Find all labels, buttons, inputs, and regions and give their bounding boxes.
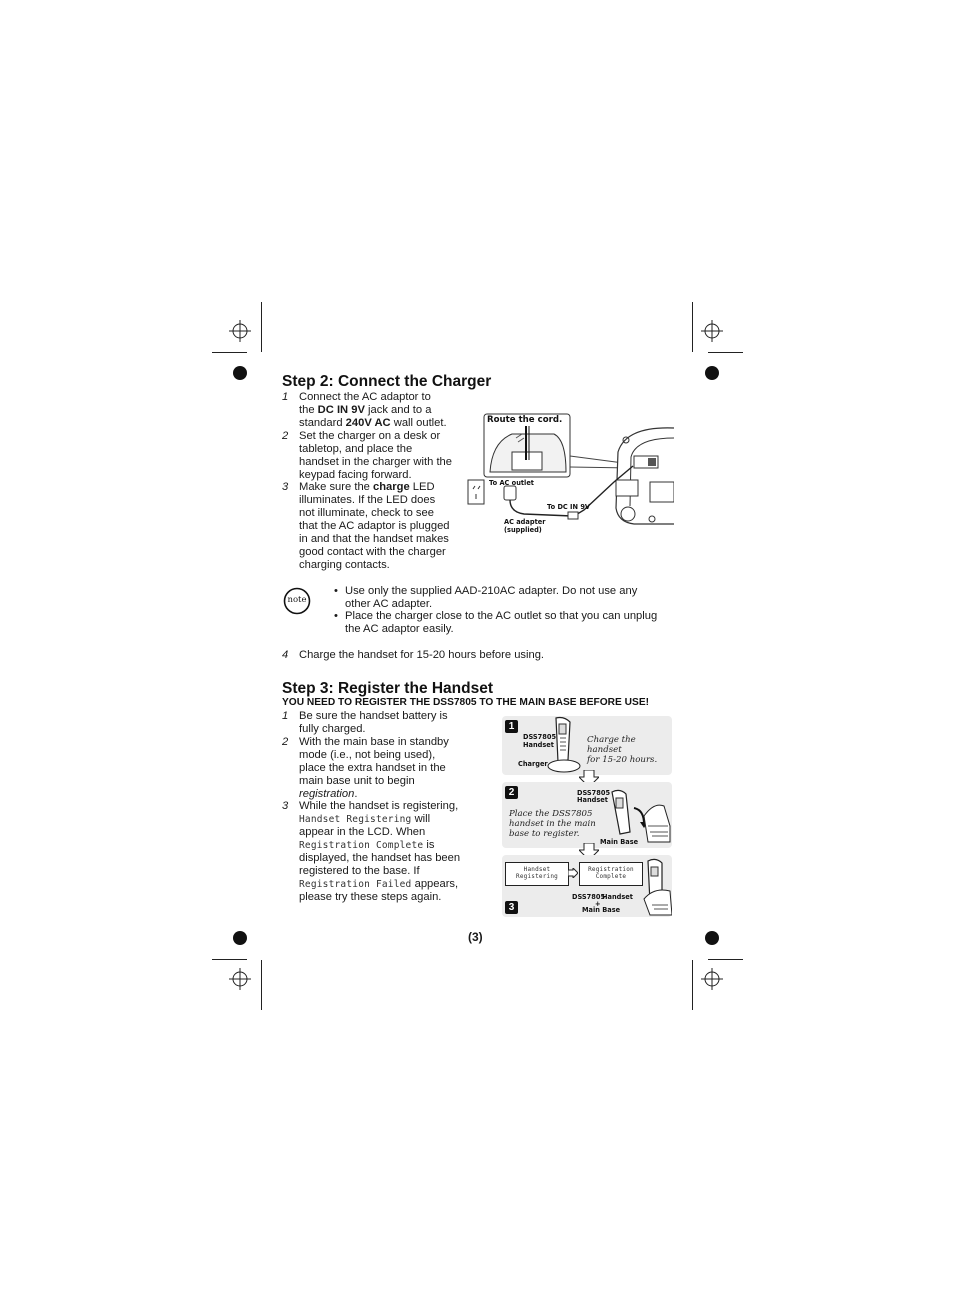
- text-line: Be sure the handset battery is: [299, 710, 448, 722]
- plus-label: +: [595, 900, 601, 908]
- item-number: 1: [282, 710, 289, 722]
- text-line: Registering: [516, 873, 558, 880]
- panel-caption: [587, 735, 672, 765]
- text-line: charging contacts.: [299, 559, 390, 571]
- text-line: With the main base in standby: [299, 736, 449, 748]
- model-label: DSS7805: [523, 733, 557, 741]
- item-number: 1: [282, 391, 289, 403]
- text-line: the AC adaptor easily.: [345, 623, 454, 635]
- registration-panel-2: [502, 782, 672, 848]
- text-line: Registration: [588, 866, 634, 873]
- text-line: Complete: [595, 873, 627, 880]
- lcd-text: [580, 866, 642, 880]
- step3-title: Step 3: Register the Handset: [282, 680, 494, 697]
- text-line: While the handset is registering,: [299, 800, 459, 812]
- bullet-icon: •: [334, 585, 338, 597]
- note-text: [345, 610, 657, 636]
- text-line: other AC adapter.: [345, 598, 433, 610]
- registration-dot-icon: [705, 366, 719, 380]
- handset-to-base-icon: [604, 786, 672, 846]
- registration-dot-icon: [233, 931, 247, 945]
- item-number: 4: [282, 649, 289, 661]
- text-line: Use only the supplied AAD-210AC adapter. Do not use any: [345, 585, 638, 597]
- text-line: Handset: [523, 866, 551, 873]
- text-line: handset in the charger with the: [299, 456, 452, 468]
- text-line: standard 240V AC wall outlet.: [299, 417, 447, 429]
- item-number: 2: [282, 736, 289, 748]
- handset-on-base-icon: [640, 857, 672, 917]
- registration-panel-1: [502, 716, 672, 775]
- bold-text: 240V AC: [345, 417, 391, 429]
- item-number: 3: [282, 481, 289, 493]
- charger-connection-diagram: [466, 412, 674, 542]
- text-line: mode (i.e., not being used),: [299, 749, 436, 761]
- text-line: the DC IN 9V jack and to a: [299, 404, 432, 416]
- dc-in-label: To DC IN 9V: [547, 503, 591, 511]
- note-icon-label: note: [287, 595, 307, 605]
- charger-illustration: [466, 412, 674, 542]
- text-line: that the AC adaptor is plugged: [299, 520, 450, 532]
- item-number: 3: [282, 800, 289, 812]
- item-text: [299, 710, 448, 736]
- text-line: Connect the AC adaptor to: [299, 391, 431, 403]
- text-line: Registration Complete is: [299, 839, 435, 851]
- text-line: registered to the base. If: [299, 865, 420, 877]
- text-line: please try these steps again.: [299, 891, 442, 903]
- text-line: keypad facing forward.: [299, 469, 412, 481]
- text-line: handset in the main: [509, 819, 596, 829]
- registration-crosshair-icon: [701, 968, 723, 990]
- text-line: for 15-20 hours.: [587, 755, 658, 765]
- text-line: Place the charger close to the AC outlet so that you can unplug: [345, 610, 658, 622]
- ac-adapter-label: AC adapter: [504, 518, 546, 526]
- text-line: base to register.: [509, 829, 580, 839]
- lcd-screen-registering: [505, 862, 569, 886]
- ac-outlet-label: To AC outlet: [489, 479, 534, 487]
- bold-text: DC IN 9V: [317, 404, 365, 416]
- main-base-label: Main Base: [600, 838, 639, 846]
- text-line: illuminates. If the LED does: [299, 494, 436, 506]
- item-text: [299, 736, 449, 801]
- page-number: (3): [468, 930, 483, 944]
- panel-caption: [509, 809, 596, 839]
- panel-badge: 1: [505, 720, 518, 733]
- registration-crosshair-icon: [701, 320, 723, 342]
- bullet-icon: •: [334, 610, 338, 622]
- right-arrow-icon: [568, 868, 578, 878]
- text-line: Set the charger on a desk or: [299, 430, 441, 442]
- text-line: fully charged.: [299, 723, 366, 735]
- register-warning: YOU NEED TO REGISTER THE DSS7805 TO THE MAIN BASE BEFORE USE!: [282, 697, 650, 708]
- model-label: DSS7805: [572, 893, 606, 901]
- text-line: Charge the handset: [587, 735, 636, 755]
- lcd-text: [506, 866, 568, 880]
- panel-badge: 2: [505, 786, 518, 799]
- panel-badge: 3: [505, 901, 518, 914]
- handset-label: Handset: [523, 741, 554, 749]
- text-line: place the extra handset in the: [299, 762, 446, 774]
- text-line: Make sure the charge LED: [299, 481, 435, 493]
- handset-label: Handset: [577, 796, 608, 804]
- main-base-label: Main Base: [582, 906, 621, 914]
- registration-crosshair-icon: [229, 320, 251, 342]
- item-text: [299, 800, 460, 904]
- text-line: main base unit to begin: [299, 775, 415, 787]
- route-cord-label: Route the cord.: [487, 415, 563, 425]
- text-line: registration.: [299, 788, 358, 800]
- note-text: [345, 585, 637, 611]
- registration-panel-3: [502, 855, 672, 917]
- text-line: tabletop, and place the: [299, 443, 413, 455]
- registration-dot-icon: [233, 366, 247, 380]
- text-line: in and that the handset makes: [299, 533, 449, 545]
- registration-crosshair-icon: [229, 968, 251, 990]
- italic-text: registration: [299, 788, 355, 800]
- model-label: DSS7805: [577, 789, 611, 797]
- text-line: good contact with the charger: [299, 546, 446, 558]
- text-line: Handset Registering will: [299, 813, 431, 825]
- text-line: Registration Failed appears,: [299, 878, 459, 890]
- text-line: Place the DSS7805: [509, 809, 593, 819]
- lcd-screen-complete: [579, 862, 643, 886]
- text-line: not illuminate, check to see: [299, 507, 434, 519]
- ac-adapter-supplied-label: (supplied): [504, 526, 542, 534]
- text-line: appear in the LCD. When: [299, 826, 426, 838]
- item-text: [299, 430, 452, 482]
- bold-text: charge: [373, 481, 410, 493]
- item-number: 2: [282, 430, 289, 442]
- item-text: [299, 391, 447, 430]
- item-text: [299, 481, 450, 572]
- text-line: displayed, the handset has been: [299, 852, 461, 864]
- step2-title: Step 2: Connect the Charger: [282, 373, 492, 390]
- registration-dot-icon: [705, 931, 719, 945]
- note-icon: [283, 587, 311, 615]
- item-text: Charge the handset for 15-20 hours before using.: [299, 649, 545, 661]
- lcd-message-text: Registration Complete: [299, 840, 424, 851]
- lcd-message-text: Handset Registering: [299, 814, 412, 825]
- lcd-message-text: Registration Failed: [299, 879, 412, 890]
- charger-label: Charger: [518, 760, 548, 768]
- handset-label: Handset: [602, 893, 633, 901]
